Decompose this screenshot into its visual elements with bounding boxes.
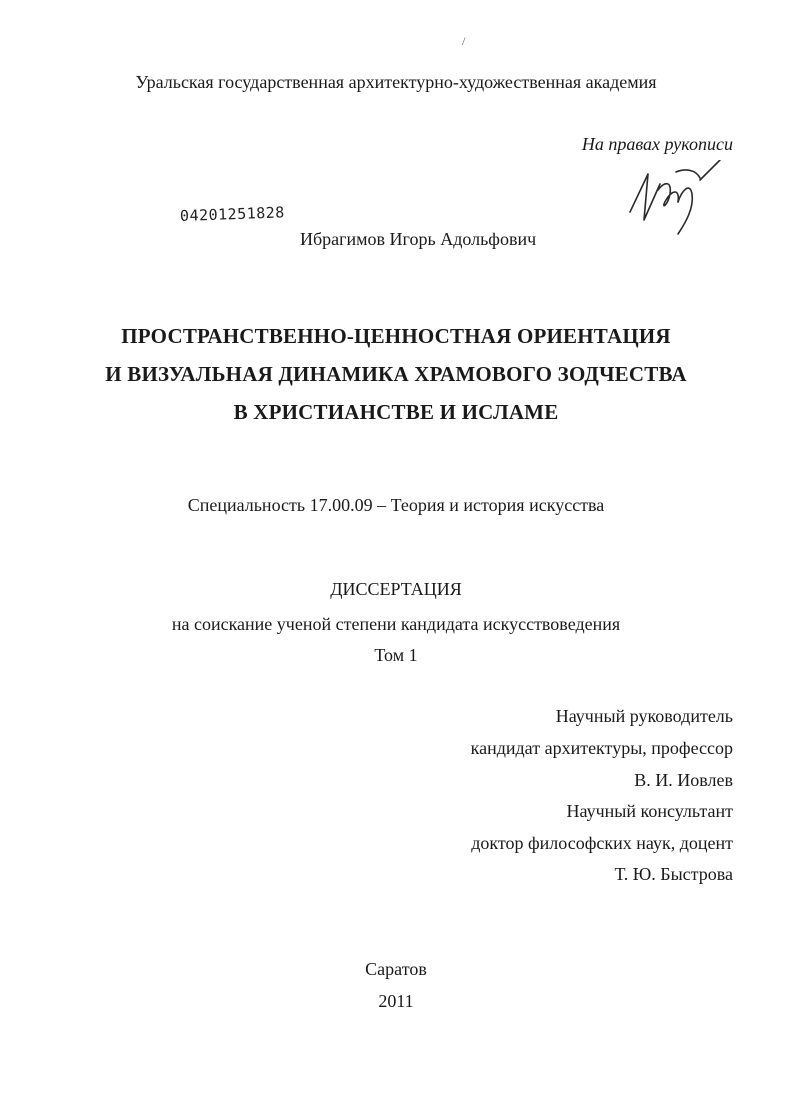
publication-year: 2011 bbox=[378, 991, 414, 1011]
consultant-title: доктор философских наук, доцент bbox=[471, 833, 733, 853]
title-line-2: И ВИЗУАЛЬНАЯ ДИНАМИКА ХРАМОВОГО ЗОДЧЕСТВА bbox=[105, 362, 687, 386]
institution-name: Уральская государственная архитектурно-художественная академия bbox=[135, 72, 657, 92]
archive-number: 04201251828 bbox=[179, 203, 286, 225]
author-name: Ибрагимов Игорь Адольфович bbox=[300, 229, 537, 249]
specialty-line: Специальность 17.00.09 – Теория и история искусства bbox=[187, 495, 605, 515]
consultant-role: Научный консультант bbox=[566, 801, 733, 821]
manuscript-note: На правах рукописи bbox=[581, 134, 733, 154]
stray-mark: / bbox=[462, 34, 466, 48]
document-type: ДИССЕРТАЦИЯ bbox=[330, 579, 462, 599]
handwritten-signature bbox=[620, 160, 730, 240]
consultant-name: Т. Ю. Быстрова bbox=[614, 864, 733, 884]
degree-line: на соискание ученой степени кандидата искусствоведения bbox=[171, 614, 621, 634]
city-name: Саратов bbox=[365, 959, 427, 979]
title-line-1: ПРОСТРАНСТВЕННО-ЦЕННОСТНАЯ ОРИЕНТАЦИЯ bbox=[121, 324, 671, 348]
supervisor-role: Научный руководитель bbox=[555, 706, 733, 726]
volume-label: Том 1 bbox=[374, 645, 418, 665]
title-line-3: В ХРИСТИАНСТВЕ И ИСЛАМЕ bbox=[233, 400, 559, 424]
supervisor-title: кандидат архитектуры, профессор bbox=[470, 738, 733, 758]
supervisor-name: В. И. Иовлев bbox=[634, 770, 733, 790]
